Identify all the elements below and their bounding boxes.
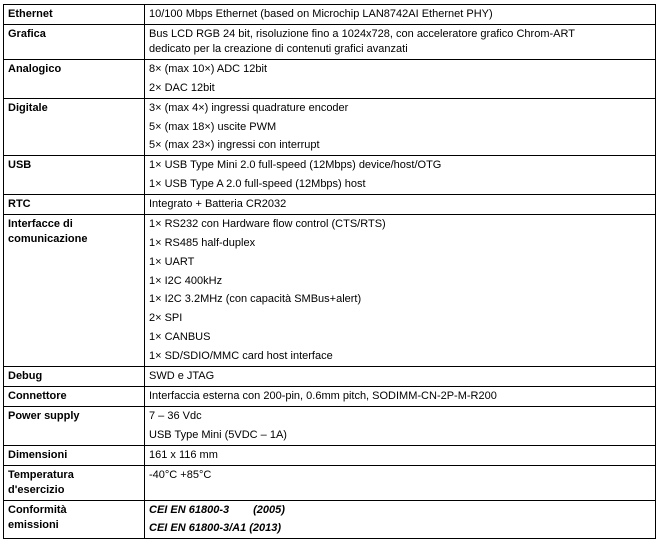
row-label-ethernet: Ethernet bbox=[4, 5, 145, 25]
table-row bbox=[4, 60, 656, 99]
row-label-usb: USB bbox=[4, 156, 145, 195]
standard-code: CEI EN 61800-3/A1 (2013) bbox=[149, 522, 282, 535]
value-line: Integrato + Batteria CR2032 bbox=[149, 198, 287, 211]
table-row bbox=[4, 445, 656, 465]
label-line: Interfacce di bbox=[8, 218, 73, 231]
value-line: 1× USB Type A 2.0 full-speed (12Mbps) host bbox=[149, 178, 366, 191]
row-value-usb bbox=[145, 156, 656, 195]
value-line: 1× I2C 400kHz bbox=[149, 274, 223, 287]
row-value-digitale bbox=[145, 98, 656, 156]
row-label-rtc: RTC bbox=[4, 195, 145, 215]
label-line: d'esercizio bbox=[8, 483, 65, 496]
value-line: Interfaccia esterna con 200-pin, 0.6mm pitch, SODIMM-CN-2P-M-R200 bbox=[149, 389, 497, 402]
value-line: 5× (max 18×) uscite PWM bbox=[149, 120, 277, 133]
table-row bbox=[4, 156, 656, 195]
row-value-connettore bbox=[145, 386, 656, 406]
table-row bbox=[4, 500, 656, 539]
value-line: 8× (max 10×) ADC 12bit bbox=[149, 63, 268, 75]
row-label-interfacce bbox=[4, 215, 145, 367]
value-line: 7 – 36 Vdc bbox=[149, 409, 202, 422]
standard-code: CEI EN 61800-3 bbox=[149, 503, 230, 516]
table-row bbox=[4, 195, 656, 215]
value-line: Bus LCD RGB 24 bit, risoluzione fino a 1024x728, con acceleratore grafico Chrom-ART bbox=[149, 28, 575, 40]
row-value-interfacce bbox=[145, 215, 656, 367]
row-value-power-supply bbox=[145, 406, 656, 445]
table-row bbox=[4, 406, 656, 445]
row-value-temperatura bbox=[145, 465, 656, 500]
row-label-connettore: Connettore bbox=[4, 386, 145, 406]
row-label-digitale: Digitale bbox=[4, 98, 145, 156]
standard-line bbox=[149, 521, 651, 536]
table-row bbox=[4, 215, 656, 367]
value-line: 5× (max 23×) ingressi con interrupt bbox=[149, 139, 320, 152]
table-row bbox=[4, 366, 656, 386]
table-row bbox=[4, 5, 656, 25]
row-value-dimensioni bbox=[145, 445, 656, 465]
value-line: 3× (max 4×) ingressi quadrature encoder bbox=[149, 101, 349, 114]
standard-year: (2005) bbox=[253, 503, 285, 516]
value-line: 1× RS485 half-duplex bbox=[149, 236, 256, 249]
row-label-grafica: Grafica bbox=[4, 25, 145, 60]
table-row bbox=[4, 465, 656, 500]
value-line: 10/100 Mbps Ethernet (based on Microchip LAN8742AI Ethernet PHY) bbox=[149, 8, 493, 20]
table-row bbox=[4, 25, 656, 60]
value-line: dedicato per la creazione di contenuti grafici avanzati bbox=[149, 43, 408, 55]
label-line: comunicazione bbox=[8, 233, 88, 246]
value-line: 1× UART bbox=[149, 255, 195, 268]
row-label-dimensioni: Dimensioni bbox=[4, 445, 145, 465]
row-value-conformita bbox=[145, 500, 656, 539]
row-value-ethernet bbox=[145, 5, 656, 25]
row-label-analogico: Analogico bbox=[4, 60, 145, 99]
label-line: Conformità bbox=[8, 503, 67, 516]
value-line: -40°C +85°C bbox=[149, 468, 212, 481]
row-value-grafica bbox=[145, 25, 656, 60]
row-value-analogico bbox=[145, 60, 656, 99]
value-line: 1× CANBUS bbox=[149, 330, 211, 343]
row-label-temperatura bbox=[4, 465, 145, 500]
value-line: 1× SD/SDIO/MMC card host interface bbox=[149, 349, 333, 362]
row-value-rtc bbox=[145, 195, 656, 215]
table-row bbox=[4, 386, 656, 406]
label-line: emissioni bbox=[8, 518, 59, 531]
row-label-conformita bbox=[4, 500, 145, 539]
row-value-debug bbox=[145, 366, 656, 386]
row-label-power-supply: Power supply bbox=[4, 406, 145, 445]
table-row bbox=[4, 98, 656, 156]
label-line: Temperatura bbox=[8, 468, 74, 481]
value-line: SWD e JTAG bbox=[149, 369, 215, 382]
value-line: 161 x 116 mm bbox=[149, 448, 218, 461]
value-line: 1× USB Type Mini 2.0 full-speed (12Mbps) device/host/OTG bbox=[149, 159, 442, 172]
value-line: 1× RS232 con Hardware flow control (CTS/RTS) bbox=[149, 218, 386, 231]
row-label-debug: Debug bbox=[4, 366, 145, 386]
value-line: 2× SPI bbox=[149, 312, 183, 325]
value-line: USB Type Mini (5VDC – 1A) bbox=[149, 428, 287, 441]
specifications-table bbox=[3, 4, 656, 539]
value-line: 2× DAC 12bit bbox=[149, 81, 215, 94]
value-line: 1× I2C 3.2MHz (con capacità SMBus+alert) bbox=[149, 293, 362, 306]
standard-line bbox=[149, 503, 651, 518]
